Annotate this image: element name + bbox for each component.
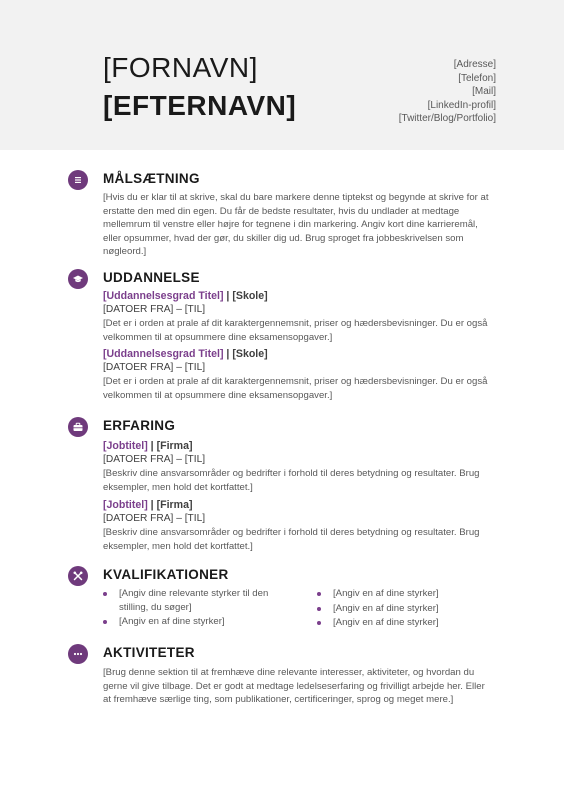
entry-dates[interactable]: [DATOER FRA] – [TIL] <box>103 362 206 373</box>
skill-item[interactable]: [Angiv en af dine styrker] <box>103 615 288 629</box>
entry-heading[interactable] <box>103 289 493 303</box>
activities-text[interactable]: [Brug denne sektion til at fremhæve dine relevante interesser, aktiviteter, og hvordan du gerne vil give tilbage. Det er godt at medtage ledelseserfaring og frivilligt arbejde her. Eller at fremhæve særlige ting, som publikationer, certificeringer, sprog og meget mere.] <box>103 667 485 706</box>
separator: | <box>147 440 157 452</box>
skill-item[interactable]: [Angiv en af dine styrker] <box>317 587 497 601</box>
objective-title: MÅLSÆTNING <box>103 171 200 186</box>
activities-title: AKTIVITETER <box>103 645 195 660</box>
skills-list-right <box>317 587 497 630</box>
entry-description[interactable]: [Det er i orden at prale af dit karaktergennemsnit, priser og hædersbevisninger. Du er også velkommen til at opsummere dine eksamensopgaver.] <box>103 318 488 343</box>
entry-description[interactable]: [Beskriv dine ansvarsområder og bedrifter i forhold til deres betydning og resultater. Brug eksempler, men hold det kortfattet.] <box>103 468 480 493</box>
degree-title: [Uddannelsesgrad Titel] <box>103 348 224 360</box>
tools-icon <box>68 566 88 586</box>
contact-info <box>399 58 496 126</box>
skills-list-left <box>103 587 288 629</box>
list-icon <box>68 170 88 190</box>
entry-dates[interactable]: [DATOER FRA] – [TIL] <box>103 513 206 524</box>
first-name[interactable]: [FORNAVN] <box>103 52 258 83</box>
company-name: [Firma] <box>156 499 193 511</box>
entry-heading[interactable] <box>103 439 493 453</box>
entry-description[interactable]: [Beskriv dine ansvarsområder og bedrifter i forhold til deres betydning og resultater. Brug eksempler, men hold det kortfattet.] <box>103 527 480 552</box>
separator: | <box>147 499 157 511</box>
entry-heading[interactable] <box>103 498 493 512</box>
contact-linkedin[interactable]: [LinkedIn-profil] <box>427 99 496 111</box>
job-title: [Jobtitel] <box>103 440 148 452</box>
entry-description[interactable]: [Det er i orden at prale af dit karaktergennemsnit, priser og hædersbevisninger. Du er også velkommen til at opsummere dine eksamensopgaver.] <box>103 376 488 401</box>
last-name[interactable]: [EFTERNAVN] <box>103 90 297 121</box>
job-title: [Jobtitel] <box>103 499 148 511</box>
header-band <box>0 0 564 150</box>
separator: | <box>223 290 233 302</box>
contact-email[interactable]: [Mail] <box>472 86 496 98</box>
entry-dates[interactable]: [DATOER FRA] – [TIL] <box>103 304 206 315</box>
graduation-cap-icon <box>68 269 88 289</box>
entry-dates[interactable]: [DATOER FRA] – [TIL] <box>103 454 206 465</box>
experience-entry <box>103 439 493 494</box>
experience-title: ERFARING <box>103 418 176 433</box>
education-entry <box>103 289 493 344</box>
skills-title: KVALIFIKATIONER <box>103 567 229 582</box>
degree-title: [Uddannelsesgrad Titel] <box>103 290 224 302</box>
objective-text[interactable]: [Hvis du er klar til at skrive, skal du bare markere denne tiptekst og begynde at skrive for at erstatte den med din egen. Du får de bedste resultater, hvis du undlader at medtage mellemrum til venstre eller højre for tegnene i din markering. Angiv kort dine karrieremål, eller opsummer, hvad der gør, du skiller dig ud. Brug sproget fra jobbeskrivelsen som nøgleord.] <box>103 192 489 258</box>
separator: | <box>223 348 233 360</box>
school-name: [Skole] <box>232 348 268 360</box>
education-title: UDDANNELSE <box>103 270 200 285</box>
more-icon <box>68 644 88 664</box>
skill-item[interactable]: [Angiv en af dine styrker] <box>317 602 497 616</box>
entry-heading[interactable] <box>103 347 493 361</box>
education-entry <box>103 347 493 402</box>
contact-website[interactable]: [Twitter/Blog/Portfolio] <box>398 113 496 125</box>
experience-entry <box>103 498 493 553</box>
school-name: [Skole] <box>232 290 268 302</box>
briefcase-icon <box>68 417 88 437</box>
contact-address[interactable]: [Adresse] <box>453 59 496 70</box>
skill-item[interactable]: [Angiv dine relevante styrker til den stilling, du søger] <box>103 587 288 614</box>
company-name: [Firma] <box>156 440 193 452</box>
skill-item[interactable]: [Angiv en af dine styrker] <box>317 616 497 630</box>
contact-phone[interactable]: [Telefon] <box>458 72 496 84</box>
